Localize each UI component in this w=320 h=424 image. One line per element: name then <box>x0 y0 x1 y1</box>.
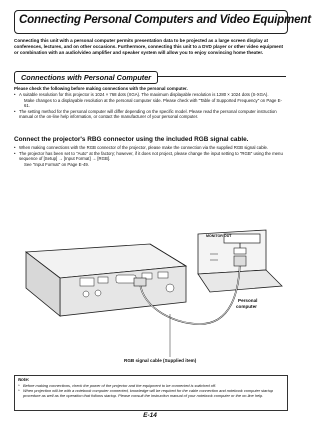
connection-diagram <box>20 174 284 374</box>
note-item: * Before making connections, check the power of the projector and the equipment to be connected is switched off. <box>18 383 283 388</box>
bullet-item <box>14 92 286 109</box>
subsection-bullet-list <box>14 145 286 167</box>
note-title: Note: <box>18 377 30 382</box>
personal-computer-label-line1: Personal <box>238 298 258 303</box>
note-item: * When projection will be with a notebook computer connected, knowledge will be required for the cable connection and notebook computer startup procedure as well as the operation that follows startup. Please consult the instruction manual of your notebook computer or the on-line help. <box>18 388 283 398</box>
page-number: E-14 <box>143 412 157 419</box>
bullet-subtext: Make changes to a displayable resolution at the personal computer side. Please check with "Table of Supported Frequency" on Page E-61. <box>24 97 282 109</box>
bullet-text: The projector has been set to "Auto" at the factory; however, if it does not project, please change the input setting to "RGB" using the menu sequence of [Setup] → [Input Format] → [RGB]. <box>19 150 283 162</box>
section-bullet-list <box>14 92 286 120</box>
page-title-bar <box>14 10 311 34</box>
bullet-item <box>14 151 286 168</box>
intro-paragraph: Connecting this unit with a personal computer permits presentation data to be projected as a large screen display at conferences, lectures, and on other occasions. Furthermore, connecting this unit to a DVD player or other video equipment or combination with an audio/video amplifier and speaker system will allow you to enjoy convincing home theater. <box>14 38 284 55</box>
connection-illustration <box>20 174 284 374</box>
subsection-heading: Connect the projector's RBG connector using the included RGB signal cable. <box>14 136 249 143</box>
personal-computer-label-line2: computer <box>236 304 257 309</box>
bullet-subtext: See "Input Format" on Page E-49. <box>24 161 89 167</box>
rgb-cable-label: RGB signal cable (Supplied item) <box>124 358 197 363</box>
section-heading: Connections with Personal Computer <box>14 71 158 84</box>
section-lead: Please check the following before making connections with the personal computer. <box>14 86 188 91</box>
note-list <box>18 383 283 398</box>
bullet-text: When making connections with the RGB connector of the projector, please make the connection via the supplied RGB signal cable. <box>19 145 269 150</box>
page-title: Connecting Personal Computers and Video Equipment <box>19 13 311 26</box>
projector-illustration <box>26 244 186 316</box>
bullet-item <box>14 109 286 120</box>
bullet-text: A suitable resolution for this projector is 1024 × 768 dots (XGA). The maximum displayable resolution is 1280 × 1024 dots (S-XGA). <box>19 92 269 97</box>
note-box <box>14 375 288 411</box>
monitor-out-port <box>234 248 246 254</box>
bullet-text: The setting method for the personal computer will differ depending on the specific model. Please read the personal computer instruction manual or the on-line help information, or contact the manufacturer of your personal computer. <box>19 108 277 120</box>
monitor-out-label: MONITOR OUT <box>206 234 232 238</box>
